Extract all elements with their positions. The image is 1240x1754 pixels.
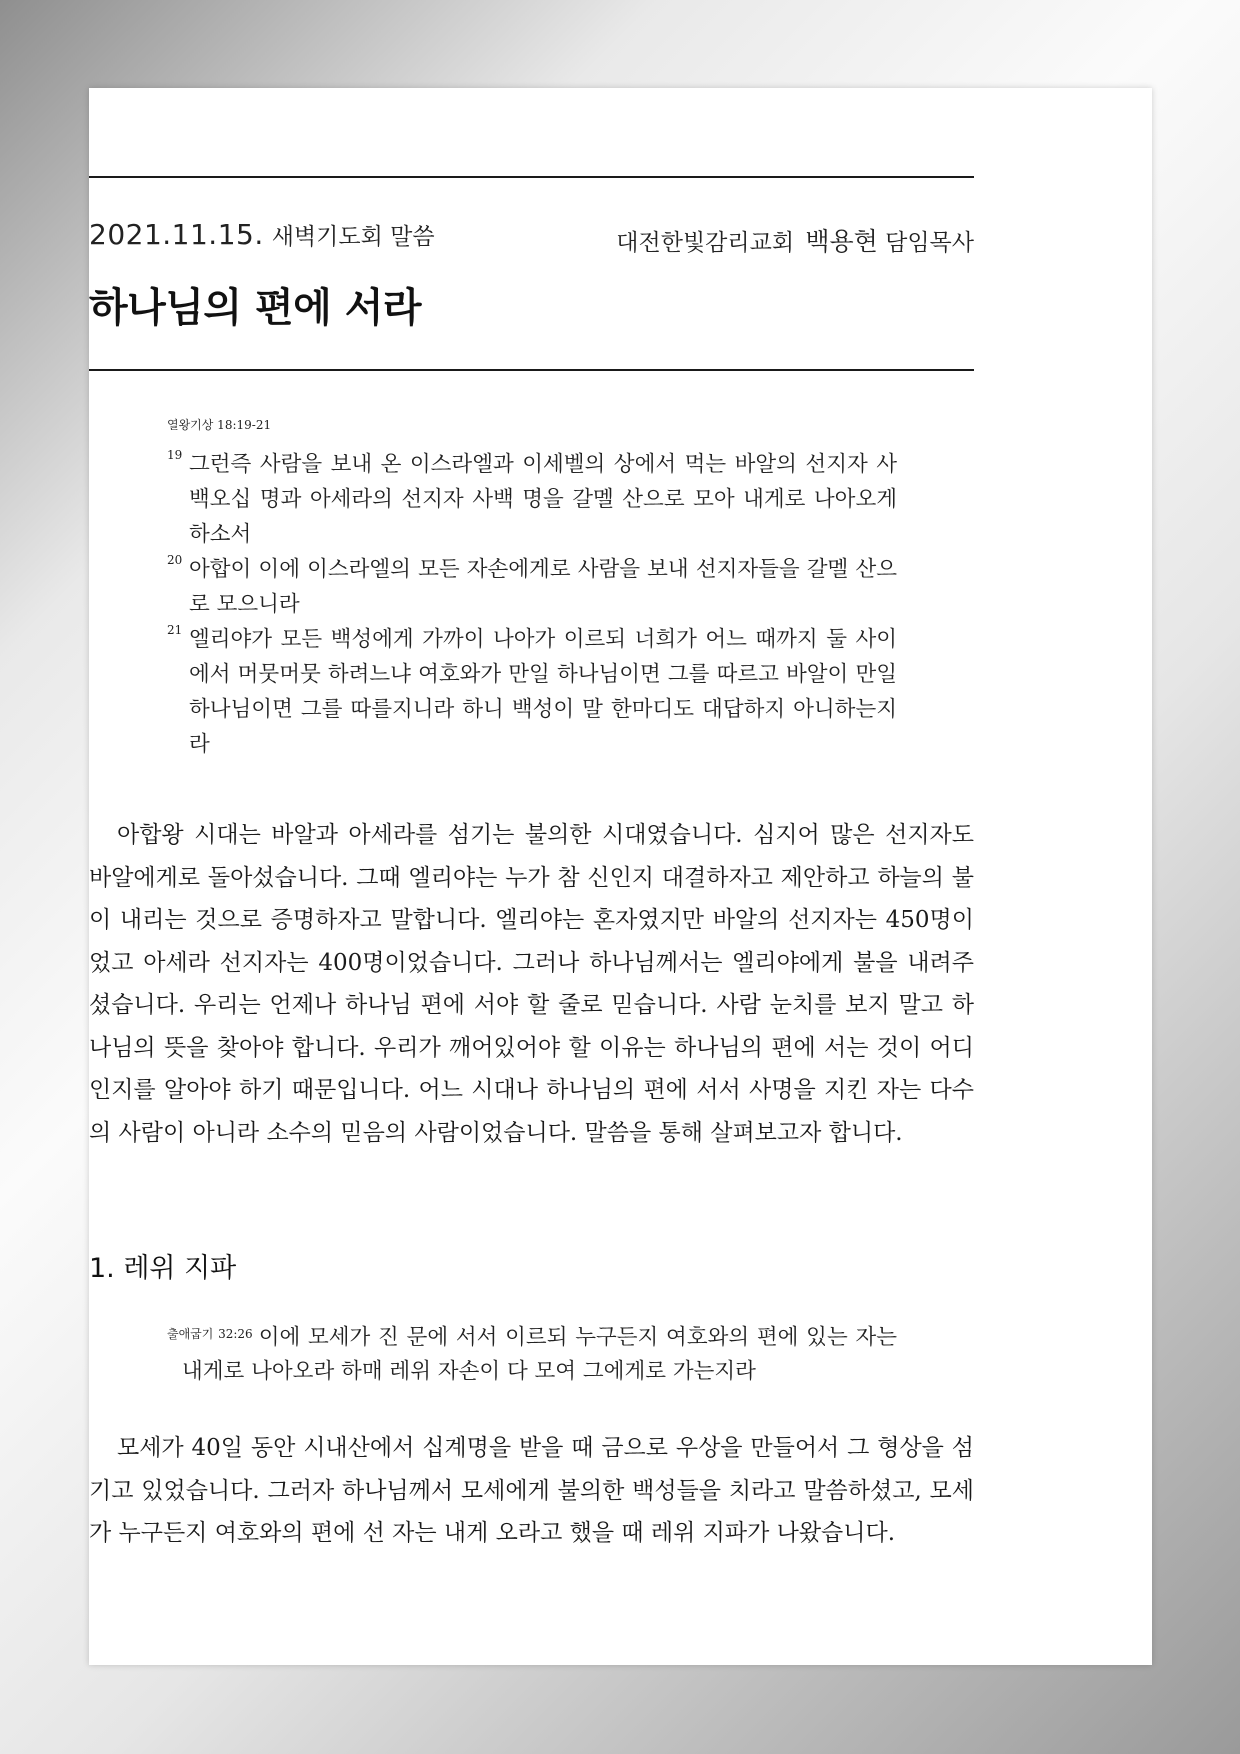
scripture-block <box>167 416 897 762</box>
verse-text: 아합이 이에 이스라엘의 모든 자손에게로 사람을 보내 선지자들을 갈멜 산으로 모으니라 <box>189 557 897 617</box>
scripture-reference: 열왕기상 18:19-21 <box>167 418 272 432</box>
verse-text: 엘리야가 모든 백성에게 가까이 나아가 이르되 너희가 어느 때까지 둘 사이에서 머뭇머뭇 하려느냐 여호와가 만일 하나님이면 그를 따르고 바알이 만일 하나님이면 그를 따를지니라 하니 백성이 말 한마디도 대답하지 아니하는지라 <box>189 627 897 757</box>
verse-21 <box>167 622 897 762</box>
verse-number: 21 <box>167 623 183 637</box>
verse-number: 20 <box>167 553 183 567</box>
service-name: 새벽기도회 말씀 <box>271 224 435 250</box>
verse-20 <box>167 552 897 622</box>
pastor-title: 담임목사 <box>885 230 974 256</box>
section-paragraph: 모세가 40일 동안 시내산에서 십계명을 받을 때 금으로 우상을 만들어서 그 형상을 섬기고 있었습니다. 그러자 하나님께서 모세에게 불의한 백성들을 치라고 말씀하셨고, 모세가 누구든지 여호와의 편에 선 자는 내게 오라고 했을 때 레위 지파가 나왔습니다. <box>89 1435 974 1546</box>
verse-19 <box>167 447 897 552</box>
header-left <box>89 218 435 251</box>
quote-text: 이에 모세가 진 문에 서서 이르되 누구든지 여호와의 편에 있는 자는 내게로 나아오라 하매 레위 자손이 다 모여 그에게로 가는지라 <box>182 1325 898 1384</box>
top-rule <box>89 176 974 178</box>
sermon-date: 2021.11.15. <box>89 218 264 251</box>
sermon-header <box>89 218 974 258</box>
quote-reference: 출애굽기 32:26 <box>167 1327 253 1341</box>
section-quote <box>167 1317 897 1389</box>
verse-number: 19 <box>167 448 183 462</box>
section-heading: 1. 레위 지파 <box>89 1253 237 1284</box>
bottom-rule <box>89 369 974 371</box>
church-name: 대전한빛감리교회 <box>616 230 795 256</box>
verse-text: 그런즉 사람을 보내 온 이스라엘과 이세벨의 상에서 먹는 바알의 선지자 사백오십 명과 아세라의 선지자 사백 명을 갈멜 산으로 모아 내게로 나아오게 하소서 <box>189 452 897 547</box>
header-right <box>616 222 974 258</box>
sermon-title: 하나님의 편에 서라 <box>89 285 421 331</box>
intro-paragraph: 아합왕 시대는 바알과 아세라를 섬기는 불의한 시대였습니다. 심지어 많은 선지자도 바알에게로 돌아섰습니다. 그때 엘리야는 누가 참 신인지 대결하자고 제안하고 하늘의 불이 내리는 것으로 증명하자고 말합니다. 엘리야는 혼자였지만 바알의 선지자는 450명이었고 아세라 선지자는 400명이었습니다. 그러나 하나님께서는 엘리야에게 불을 내려주셨습니다. 우리는 언제나 하나님 편에 서야 할 줄로 믿습니다. 사람 눈치를 보지 말고 하나님의 뜻을 찾아야 합니다. 우리가 깨어있어야 할 이유는 하나님의 편에 서는 것이 어디인지를 알아야 하기 때문입니다. 어느 시대나 하나님의 편에 서서 사명을 지킨 자는 다수의 사람이 아니라 소수의 믿음의 사람이었습니다. 말씀을 통해 살펴보고자 합니다. <box>89 822 974 1146</box>
pastor-name: 백용현 <box>805 227 878 256</box>
